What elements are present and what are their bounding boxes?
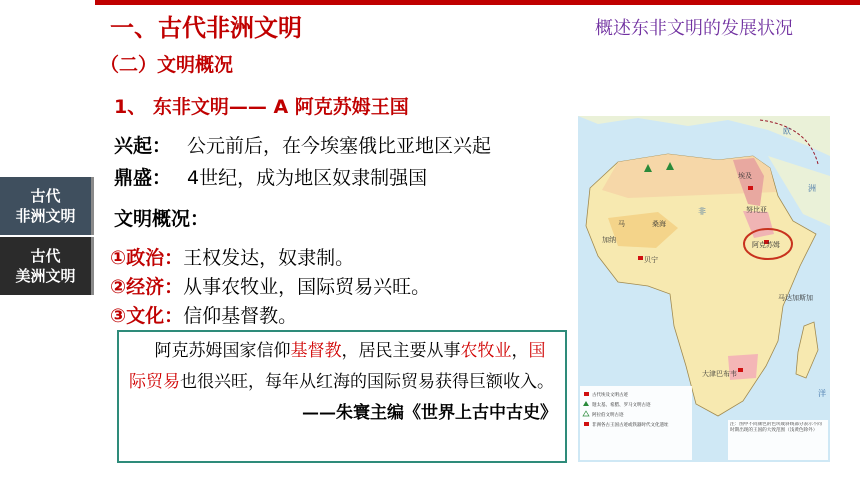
quote-part: 阿克苏姆国家信仰	[154, 341, 291, 361]
point-key: ③文化：	[110, 305, 184, 327]
quote-text	[129, 336, 557, 398]
map-site-marker	[638, 256, 643, 260]
sidebar	[0, 177, 94, 295]
rise-row	[114, 131, 491, 158]
legend-item: 非洲各古王国古迹或铁器时代文化遗址	[592, 423, 669, 428]
overview-label: 文明概况：	[114, 208, 210, 230]
map-label-zimbabwe: 大津巴布韦	[702, 370, 737, 378]
map-label-europe: 欧	[783, 127, 791, 136]
map-label-madagascar: 马达加斯加	[778, 294, 813, 302]
point-key: ②经济：	[110, 276, 184, 298]
sidebar-item-american-civilization[interactable]	[0, 237, 94, 295]
africa-map	[578, 116, 830, 462]
quote-source: ——朱寰主编《世界上古中古史》	[302, 403, 557, 423]
quote-highlight: 基督教	[290, 341, 342, 361]
overview-row	[114, 204, 209, 231]
legend-item: 阿拉伯文明古迹	[592, 413, 624, 418]
map-note: 注：图中不同颜色的色块或斜线部分表示不同时期出现的王国的大致范围（浅黄色除外）	[730, 422, 822, 433]
quote-highlight: 国际贸易	[129, 341, 546, 392]
quote-part: 也很兴旺，每年从红海的国际贸易获得巨额收入。	[180, 372, 554, 392]
quote-part: ，居民主要从事	[341, 341, 461, 361]
map-note-box	[730, 422, 826, 460]
peak-label: 鼎盛：	[114, 167, 172, 189]
quote-part: ，	[511, 341, 529, 361]
map-label-sanghai: 桑海	[652, 220, 666, 228]
quote-highlight: 农牧业	[460, 341, 512, 361]
legend-egypt-marker	[584, 392, 589, 396]
rise-value: 公元前后，在今埃塞俄比亚地区兴起	[187, 135, 492, 157]
map-label-mali: 马	[618, 220, 625, 228]
map-legend	[580, 386, 692, 460]
point-text: 从事农牧业，国际贸易兴旺。	[183, 276, 431, 298]
point-text: 王权发达，奴隶制。	[183, 247, 355, 269]
map-site-marker	[738, 368, 743, 372]
point-text: 信仰基督教。	[183, 305, 298, 327]
map-label-africa: 非	[698, 207, 706, 216]
sidebar-item-line1: 古代	[30, 187, 61, 205]
topic-title: 1、 东非文明—— A 阿克苏姆王国	[114, 96, 409, 118]
point-economy	[110, 272, 430, 299]
peak-value: 4世纪，成为地区奴隶制强国	[187, 167, 428, 189]
map-label-aksum: 阿克苏姆	[752, 241, 780, 249]
title-bar-accent	[95, 0, 860, 5]
quote-box	[117, 330, 567, 463]
sidebar-item-line1: 古代	[30, 247, 61, 265]
point-key: ①政治：	[110, 247, 184, 269]
point-politics	[110, 243, 354, 270]
subsection-title: （二）文明概况	[100, 54, 234, 76]
map-label-ghana: 加纳	[602, 236, 616, 244]
legend-item: 古代埃及文明古迹	[592, 393, 628, 398]
point-culture	[110, 301, 297, 328]
sidebar-item-african-civilization[interactable]	[0, 177, 94, 235]
map-site-marker	[748, 186, 753, 190]
legend-kingdom-marker	[584, 422, 589, 426]
rise-label: 兴起：	[114, 135, 172, 157]
peak-row	[114, 163, 427, 190]
map-label-egypt: 埃及	[738, 172, 752, 180]
legend-item: 迦太基、希腊、罗马文明古迹	[592, 403, 651, 408]
map-label-nubia: 努比亚	[746, 206, 767, 214]
sidebar-item-line2: 美洲文明	[15, 267, 76, 285]
lesson-hint: 概述东非文明的发展状况	[595, 18, 793, 39]
map-label-benin: 贝宁	[644, 256, 658, 264]
section-title: 一、古代非洲文明	[110, 14, 302, 42]
map-label-ocean: 洋	[818, 389, 826, 398]
map-label-asia: 洲	[808, 184, 816, 193]
sidebar-item-line2: 非洲文明	[15, 207, 76, 225]
